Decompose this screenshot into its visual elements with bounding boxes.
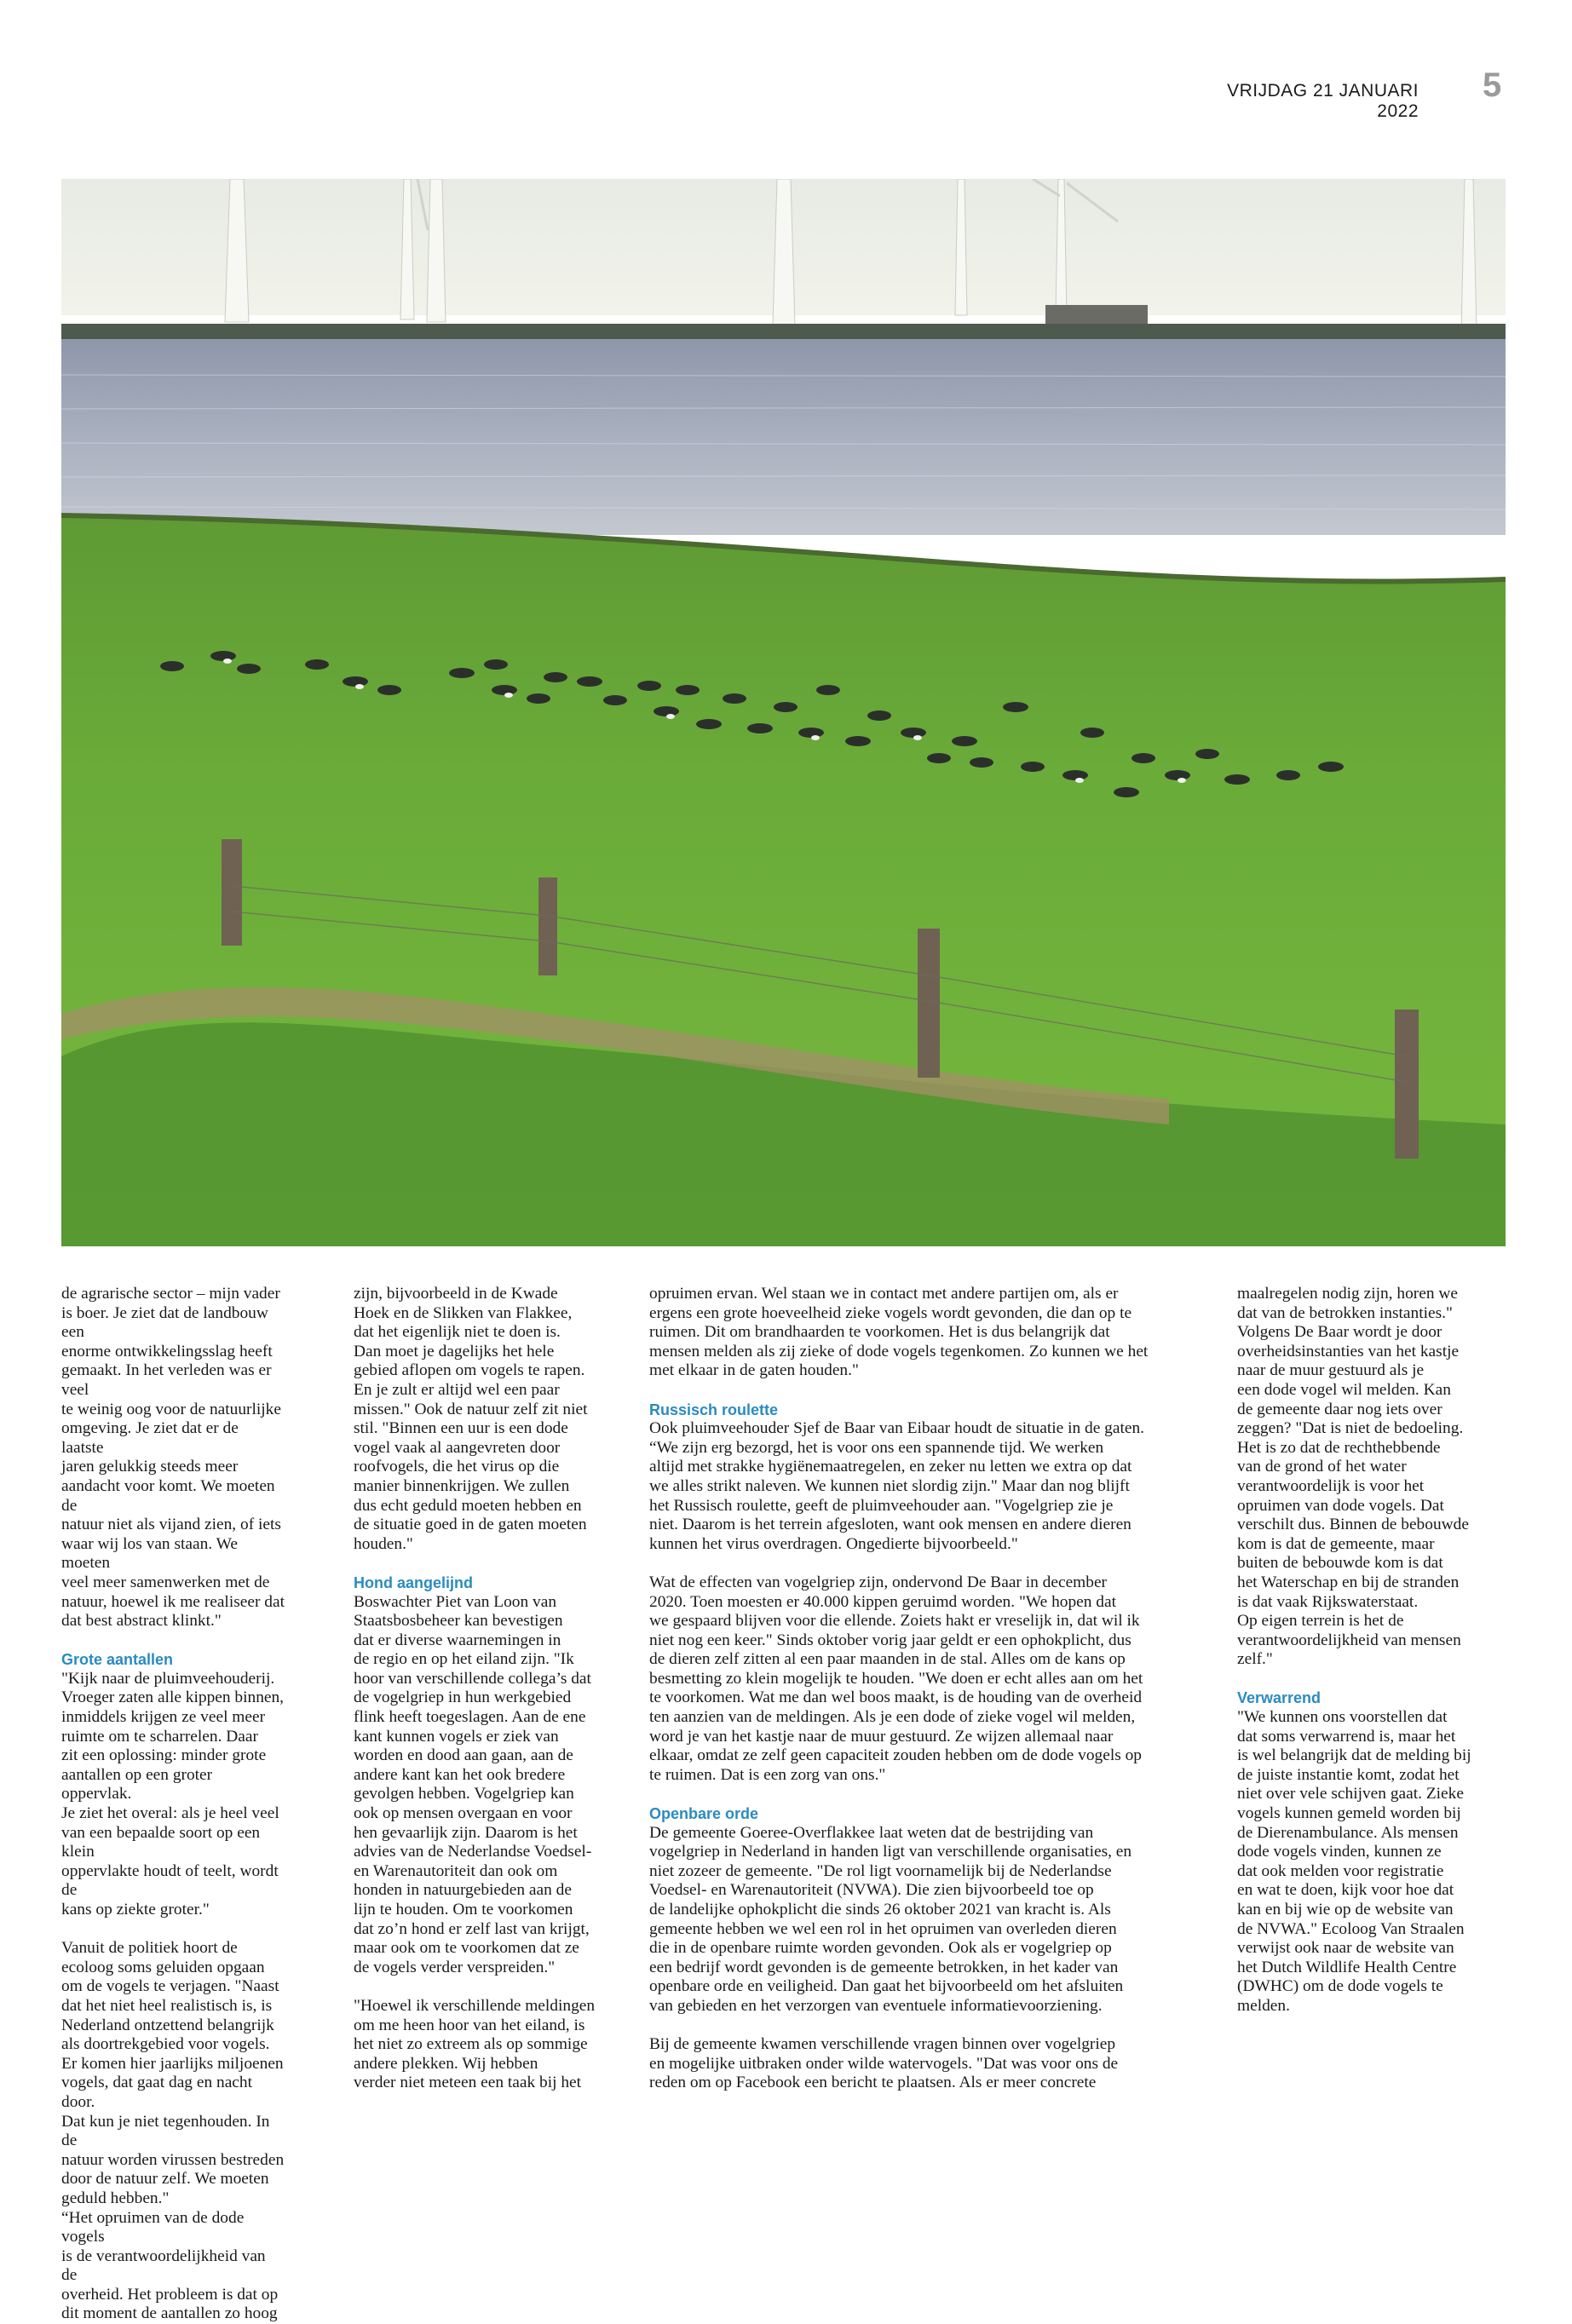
article-column-1 xyxy=(61,1285,285,2324)
text-line: kans op ziekte groter." xyxy=(61,1901,210,1918)
paragraph-kwade-hoek xyxy=(354,1285,625,1554)
text-line: hoor van verschillende collega’s dat xyxy=(354,1669,591,1688)
text-line: andere plekken. Wij hebben xyxy=(354,2054,538,2073)
text-line: verschilt dus. Binnen de bebouwde xyxy=(1237,1516,1469,1534)
text-line: (DWHC) om de dode vogels te xyxy=(1237,1977,1443,1996)
text-line: veel meer samenwerken met de xyxy=(61,1573,270,1591)
paragraph-confusing xyxy=(1237,1708,1508,2016)
text-line: advies van de Nederlandse Voedsel- xyxy=(354,1843,592,1861)
text-line: de landelijke ophokplicht die sinds 26 oktober 2021 van kracht is. Als xyxy=(649,1901,1111,1918)
text-line: dat zo’n hond er zelf last van krijgt, xyxy=(354,1919,590,1938)
text-line: de regio en op het eiland zijn. "Ik xyxy=(354,1650,574,1669)
text-line: gevolgen hebben. Vogelgriep kan xyxy=(354,1785,574,1803)
text-line: waar wij los van staan. We moeten xyxy=(61,1534,239,1573)
text-line: kan en bij wie op de website van xyxy=(1237,1901,1454,1918)
text-line: Op eigen terrein is het de xyxy=(1237,1612,1404,1631)
text-line: verantwoordelijk is voor het xyxy=(1237,1476,1425,1495)
text-line: omgeving. Je ziet dat er de laatste xyxy=(61,1419,239,1457)
geese-in-meadow-photo xyxy=(61,179,1506,1246)
text-line: andere kant kan het ook bredere xyxy=(354,1765,566,1784)
text-line: lijn te houden. Om te voorkomen xyxy=(354,1901,573,1918)
text-line: melden. xyxy=(1237,1996,1290,2015)
text-line: Vroeger zaten alle kippen binnen, xyxy=(61,1688,285,1707)
paragraph-cleanup xyxy=(649,1285,1212,1381)
text-line: openbare orde en veiligheid. Dan gaat het bijvoorbeeld om het afsluiten xyxy=(649,1977,1124,1996)
text-line: De gemeente Goeree-Overflakkee laat weten dat de bestrijding van xyxy=(649,1823,1094,1842)
text-line: natuur worden virussen bestreden xyxy=(61,2150,285,2169)
text-line: van een bepaalde soort op een klein xyxy=(61,1823,261,1861)
text-line: Nederland ontzettend belangrijk xyxy=(61,2016,274,2034)
text-line: te ruimen. Dat is een zorg van ons." xyxy=(649,1765,886,1784)
text-line: inmiddels krijgen ze veel meer xyxy=(61,1708,266,1727)
text-line: elkaar, omdat ze zelf geen capaciteit zouden hebben om de dode vogels op xyxy=(649,1746,1142,1765)
subheading-grote-aantallen: Grote aantallen xyxy=(61,1651,174,1669)
text-line: enorme ontwikkelingsslag heeft xyxy=(61,1342,273,1360)
text-line: Dan moet je dagelijks het hele xyxy=(354,1342,555,1360)
text-line: jaren gelukkig steeds meer xyxy=(61,1458,239,1476)
text-line: vogelgriep in Nederland in handen ligt van verschillende organisaties, en xyxy=(649,1843,1132,1861)
text-line: dit moment de aantallen zo hoog xyxy=(61,2304,278,2323)
text-line: niet. Daarom is het terrein afgesloten, want ook mensen en andere dieren xyxy=(649,1516,1131,1534)
subheading-russisch-roulette: Russisch roulette xyxy=(649,1401,779,1418)
text-line: zijn, bijvoorbeeld in de Kwade xyxy=(354,1285,558,1303)
text-line: en wat te doen, kijk voor hoe dat xyxy=(1237,1881,1454,1900)
text-line: verwijst ook naar de website van xyxy=(1237,1939,1454,1958)
text-line: Vanuit de politiek hoort de xyxy=(61,1939,238,1958)
text-line: Hoek en de Slikken van Flakkee, xyxy=(354,1303,573,1322)
text-line: maar ook om te voorkomen dat ze xyxy=(354,1939,579,1958)
subheading-openbare-orde: Openbare orde xyxy=(649,1805,759,1823)
text-line: Je ziet het overal: als je heel veel xyxy=(61,1804,279,1823)
text-line: stil. "Binnen een uur is een dode xyxy=(354,1419,568,1438)
text-line: word je van het kastje naar de muur gestuurd. Ze wijzen allemaal naar xyxy=(649,1727,1114,1746)
text-line: Er komen hier jaarlijks miljoenen xyxy=(61,2054,284,2073)
text-line: honden in natuurgebieden aan de xyxy=(354,1881,572,1900)
text-line: om de vogels te verjagen. "Naast xyxy=(61,1977,279,1996)
text-line: houden." xyxy=(354,1534,413,1553)
text-line: en mogelijke uitbraken onder wilde watervogels. "Dat was voor ons de xyxy=(649,2054,1119,2073)
subheading-hond-aangelijnd: Hond aangelijnd xyxy=(354,1573,474,1591)
paragraph-politics xyxy=(61,1939,285,2324)
text-line: “Het opruimen van de dode vogels xyxy=(61,2208,245,2246)
text-line: dat soms verwarrend is, maar het xyxy=(1237,1727,1456,1746)
paragraph-reports xyxy=(354,1997,625,2093)
text-line: "Hoewel ik verschillende meldingen xyxy=(354,1996,596,2015)
text-line: Bij de gemeente kwamen verschillende vragen binnen over vogelgriep xyxy=(649,2035,1116,2054)
text-line: overheidsinstanties van het kastje xyxy=(1237,1342,1460,1360)
text-line: en Warenautoriteit dan ook om xyxy=(354,1861,558,1880)
text-line: is wel belangrijk dat de melding bij xyxy=(1237,1746,1471,1765)
text-line: de juiste instantie komt, zodat het xyxy=(1237,1765,1460,1784)
text-line: om me heen hoor van het eiland, is xyxy=(354,2016,585,2034)
text-line: het Waterschap en bij de stranden xyxy=(1237,1573,1460,1591)
page-number: 5 xyxy=(1483,66,1502,104)
text-line: besmetting zo klein mogelijk te houden. "We doen er echt alles aan om het xyxy=(649,1669,1143,1688)
text-line: Dat kun je niet tegenhouden. In de xyxy=(61,2112,270,2150)
paragraph-forester xyxy=(354,1593,625,1978)
text-line: dat het niet heel realistisch is, is xyxy=(61,1996,273,2015)
text-line: de agrarische sector – mijn vader xyxy=(61,1285,280,1303)
text-line: Staatsbosbeheer kan bevestigen xyxy=(354,1612,563,1631)
text-line: die in de openbare ruimte worden gevonden. Ook als er vogelgriep op xyxy=(649,1939,1112,1958)
text-line: reden om op Facebook een bericht te plaatsen. Als er meer concrete xyxy=(649,2074,1097,2092)
text-line: gebied aflopen om vogels te rapen. xyxy=(354,1361,585,1380)
text-line: vogel vaak al aangevreten door xyxy=(354,1438,561,1457)
text-line: gemeente hebben we wel een rol in het opruimen van overleden dieren xyxy=(649,1919,1117,1938)
text-line: verantwoordelijkheid van mensen xyxy=(1237,1631,1461,1649)
text-line: missen." Ook de natuur zelf zit niet xyxy=(354,1400,588,1418)
paragraph-questions xyxy=(649,2035,1212,2093)
text-line: 2020. Toen moesten er 40.000 kippen geruimd worden. "We hopen dat xyxy=(649,1592,1116,1611)
text-line: verder niet meteen een taak bij het xyxy=(354,2074,582,2092)
issue-date: VRIJDAG 21 JANUARI 2022 xyxy=(1227,81,1419,121)
paragraph-measures xyxy=(1237,1285,1508,1670)
text-line: is de verantwoordelijkheid van de xyxy=(61,2246,266,2285)
text-line: altijd met strakke hygiënemaatregelen, en zeker nu letten we extra op dat xyxy=(649,1458,1132,1476)
text-line: natuur, hoewel ik me realiseer dat xyxy=(61,1592,285,1611)
text-line: vogels, dat gaat dag en nacht door. xyxy=(61,2074,252,2111)
text-line: de situatie goed in de gaten moeten xyxy=(354,1516,587,1534)
text-line: de dieren zelf zitten al een paar maanden in de stal. Alles om de kans op xyxy=(649,1650,1126,1669)
text-line: een bedrijf wordt gevonden is de gemeente betrokken, in het kader van xyxy=(649,1958,1119,1976)
text-line: worden en dood aan gaan, aan de xyxy=(354,1746,573,1765)
text-line: niet over vele schijven gaat. Zieke xyxy=(1237,1785,1464,1803)
text-line: aandacht voor komt. We moeten de xyxy=(61,1476,275,1515)
text-line: is dat vaak Rijkswaterstaat. xyxy=(1237,1592,1419,1611)
article-column-2 xyxy=(354,1285,625,2093)
text-line: kant kunnen vogels er ziek van xyxy=(354,1727,559,1746)
text-line: Voedsel- en Warenautoriteit (NVWA). Die zien bijvoorbeeld toe op xyxy=(649,1881,1094,1900)
text-line: de vogelgriep in hun werkgebied xyxy=(354,1688,572,1707)
text-line: het niet zo extreem als op sommige xyxy=(354,2035,588,2054)
text-line: buiten de bebouwde kom is dat xyxy=(1237,1554,1443,1573)
text-line: opruimen ervan. Wel staan we in contact met andere partijen om, als er xyxy=(649,1285,1119,1303)
text-line: "We kunnen ons voorstellen dat xyxy=(1237,1708,1448,1727)
text-line: dat het eigenlijk niet te doen is. xyxy=(354,1323,561,1342)
text-line: oppervlakte houdt of teelt, wordt de xyxy=(61,1861,279,1900)
text-line: hen gevaarlijk zijn. Daarom is het xyxy=(354,1823,578,1842)
text-line: En je zult er altijd wel een paar xyxy=(354,1380,560,1399)
text-line: de gemeente daar nog iets over xyxy=(1237,1400,1442,1418)
text-line: flink heeft toegeslagen. Aan de ene xyxy=(354,1708,586,1727)
text-line: Boswachter Piet van Loon van xyxy=(354,1592,557,1611)
text-line: ten aanzien van de meldingen. Als je een dode of zieke vogel wil melden, xyxy=(649,1708,1136,1727)
text-line: ecoloog soms geluiden opgaan xyxy=(61,1958,265,1976)
paragraph-effects xyxy=(649,1573,1212,1786)
text-line: aantallen op een groter oppervlak. xyxy=(61,1765,213,1803)
text-line: naar de muur gestuurd als je xyxy=(1237,1361,1425,1380)
text-line: "Kijk naar de pluimveehouderij. xyxy=(61,1669,275,1688)
text-line: ruimte om te scharrelen. Daar xyxy=(61,1727,258,1746)
article-column-4 xyxy=(1237,1285,1508,2016)
text-line: geduld hebben." xyxy=(61,2189,170,2207)
text-line: ruimen. Dit om brandhaarden te voorkomen. Het is dus belangrijk dat xyxy=(649,1323,1110,1342)
text-line: gemaakt. In het verleden was er veel xyxy=(61,1361,272,1399)
text-line: mensen melden als zij zieke of dode vogels tegenkomen. Zo kunnen we het xyxy=(649,1342,1149,1360)
text-line: Wat de effecten van vogelgriep zijn, ondervond De Baar in december xyxy=(649,1573,1108,1591)
text-line: “We zijn erg bezorgd, het is voor ons een spannende tijd. We werken xyxy=(649,1438,1104,1457)
text-line: het Russisch roulette, geeft de pluimveehouder aan. "Vogelgriep zie je xyxy=(649,1496,1114,1515)
text-line: dode vogels vinden, kunnen ze xyxy=(1237,1843,1442,1861)
text-line: te weinig oog voor de natuurlijke xyxy=(61,1400,281,1418)
text-line: Ook pluimveehouder Sjef de Baar van Eibaar houdt de situatie in de gaten. xyxy=(649,1419,1144,1438)
paragraph-municipality xyxy=(649,1824,1212,2016)
text-line: van de grond of het water xyxy=(1237,1458,1407,1476)
text-line: Het is zo dat de rechthebbende xyxy=(1237,1438,1441,1457)
text-line: dat best abstract klinkt." xyxy=(61,1612,222,1631)
text-line: kom is dat de gemeente, maar xyxy=(1237,1534,1435,1553)
text-line: zit een oplossing: minder grote xyxy=(61,1746,267,1765)
text-line: zeggen? "Dat is niet de bedoeling. xyxy=(1237,1419,1464,1438)
text-line: te voorkomen. Wat me dan wel boos maakt, is de houding van de overheid xyxy=(649,1688,1143,1707)
text-line: de Dierenambulance. Als mensen xyxy=(1237,1823,1459,1842)
text-line: de NVWA." Ecoloog Van Straalen xyxy=(1237,1919,1465,1938)
text-line: is boer. Je ziet dat de landbouw een xyxy=(61,1303,268,1342)
text-line: we gespaard blijven voor die ellende. Zoiets hakt er vreselijk in, dat wil ik xyxy=(649,1612,1140,1631)
text-line: dat van de betrokken instanties." xyxy=(1237,1303,1453,1322)
text-line: zelf." xyxy=(1237,1650,1273,1669)
text-line: manier binnenkrijgen. We zullen xyxy=(354,1476,570,1495)
text-line: als doortrekgebied voor vogels. xyxy=(61,2035,270,2054)
text-line: natuur niet als vijand zien, of iets xyxy=(61,1516,281,1534)
text-line: dat ook melden voor registratie xyxy=(1237,1861,1444,1880)
text-line: ergens een grote hoeveelheid zieke vogels wordt gevonden, die dan op te xyxy=(649,1303,1132,1322)
text-line: niet zozeer de gemeente. "De rol ligt voornamelijk bij de Nederlandse xyxy=(649,1861,1112,1880)
text-line: door de natuur zelf. We moeten xyxy=(61,2170,269,2189)
article-column-3 xyxy=(649,1285,1212,2093)
text-line: een dode vogel wil melden. Kan xyxy=(1237,1380,1451,1399)
paragraph-poultry xyxy=(61,1670,285,1920)
text-line: vogels kunnen gemeld worden bij xyxy=(1237,1804,1461,1823)
subheading-verwarrend: Verwarrend xyxy=(1237,1689,1322,1707)
text-line: kunnen het virus overdragen. Ongediertе bijvoorbeeld." xyxy=(649,1534,1018,1553)
paragraph-farming-sector xyxy=(61,1285,285,1631)
text-line: de vogels verder verspreiden." xyxy=(354,1958,556,1976)
text-line: met elkaar in de gaten houden." xyxy=(649,1361,859,1380)
text-line: opruimen van dode vogels. Dat xyxy=(1237,1496,1444,1515)
paragraph-poultry-farmer xyxy=(649,1419,1212,1554)
text-line: we alles strikt naleven. We kunnen niet slordig zijn." Maar dan nog blijft xyxy=(649,1476,1130,1495)
text-line: ook op mensen overgaan en voor xyxy=(354,1804,573,1823)
text-line: dus echt geduld moeten hebben en xyxy=(354,1496,582,1515)
text-line: het Dutch Wildlife Health Centre xyxy=(1237,1958,1457,1976)
text-line: roofvogels, die het virus op die xyxy=(354,1458,560,1476)
text-line: overheid. Het probleem is dat op xyxy=(61,2285,279,2304)
text-line: Volgens De Baar wordt je door xyxy=(1237,1323,1442,1342)
text-line: dat er diverse waarnemingen in xyxy=(354,1631,561,1649)
text-line: niet nog een keer." Sinds oktober vorig jaar geldt er een ophokplicht, dus xyxy=(649,1631,1131,1649)
text-line: maalregelen nodig zijn, horen we xyxy=(1237,1285,1458,1303)
text-line: van gebieden en het verzorgen van eventuele informatievoorziening. xyxy=(649,1996,1103,2015)
